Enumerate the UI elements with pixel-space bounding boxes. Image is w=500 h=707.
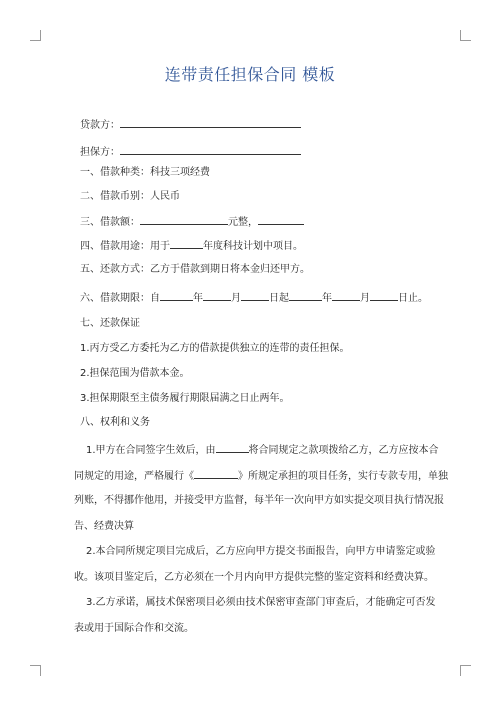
obligation-3-line-2: 表或用于国际合作和交流。 — [74, 623, 194, 634]
obligation-1-text-b: 将合同规定之款项拨给乙方，乙方应按本合 — [248, 445, 439, 456]
guarantor-line — [80, 144, 460, 160]
clause-term-label: 六、借款期限：自 — [80, 293, 160, 304]
crop-mark-bottom-left — [30, 665, 41, 676]
clause-loan-type-label: 一、借款种类： — [80, 167, 150, 178]
guarantee-item-2: 2.担保范围为借款本金。 — [80, 368, 190, 379]
obligation-item-1 — [74, 442, 458, 542]
obligation-item-2 — [74, 545, 458, 585]
obligation-3-line-1: 3.乙方承诺，属技术保密项目必须由技术保密审查部门审查后，才能确定可否发 — [86, 597, 436, 608]
term-start-day-blank[interactable] — [241, 290, 269, 301]
section-rights-obligations: 八、权利和义务 — [80, 417, 150, 428]
clause-amount-label: 三、借款额： — [80, 217, 140, 228]
clause-loan-type — [80, 166, 460, 180]
guarantee-item-3: 3.担保期限至主债务履行期限届满之日止两年。 — [80, 393, 290, 404]
obligation-1-line-2 — [74, 468, 448, 484]
guarantor-blank[interactable] — [120, 144, 301, 155]
amount-extra-blank[interactable] — [258, 214, 304, 225]
term-end-month-blank[interactable] — [332, 290, 360, 301]
disbursing-party-blank[interactable] — [216, 442, 249, 453]
clause-purpose-suffix: 年度科技计划中项目。 — [203, 241, 303, 252]
obligation-1-text-c: 同规定的用途，严格履行《 — [74, 471, 194, 482]
purpose-year-blank[interactable] — [170, 238, 203, 249]
obligation-2-line-1: 2.本合同所规定项目完成后，乙方应向甲方提交书面报告，向甲方申请鉴定或验 — [86, 546, 436, 557]
crop-mark-top-left — [30, 30, 41, 41]
clause-currency — [80, 190, 460, 204]
obligation-1-line-3: 列账，不得挪作他用，并接受甲方监督，每半年一次向甲方如实提交项目执行情况报 — [74, 495, 444, 506]
clause-loan-type-value: 科技三项经费 — [150, 167, 210, 178]
amount-blank[interactable] — [140, 214, 228, 225]
lender-line — [80, 117, 460, 133]
term-start-day-unit: 日起 — [269, 293, 289, 304]
clause-repayment: 五、还款方式：乙方于借款到期日将本金归还甲方。 — [80, 264, 310, 275]
obligation-1-line-4: 告、经费决算 — [74, 521, 134, 532]
term-start-year-unit: 年 — [193, 293, 203, 304]
lender-label: 贷款方： — [80, 120, 120, 131]
clause-currency-label: 二、借款币别： — [80, 191, 150, 202]
clause-amount — [80, 214, 460, 230]
obligation-2-line-2: 收。该项目鉴定后，乙方必须在一个月内向甲方提供完整的鉴定资料和经费决算。 — [74, 572, 434, 583]
term-start-month-unit: 月 — [231, 293, 241, 304]
term-end-day-unit: 日止。 — [398, 293, 428, 304]
term-end-month-unit: 月 — [360, 293, 370, 304]
term-start-month-blank[interactable] — [203, 290, 231, 301]
term-end-year-unit: 年 — [322, 293, 332, 304]
obligation-1-text-a: 1.甲方在合同签字生效后，由 — [86, 445, 216, 456]
clause-purpose — [80, 238, 460, 254]
obligation-item-3 — [74, 596, 458, 636]
obligation-1-line-1 — [86, 442, 439, 458]
clause-purpose-label: 四、借款用途：用于 — [80, 241, 170, 252]
document-title: 连带责任担保合同 模板 — [164, 65, 336, 84]
lender-blank[interactable] — [120, 117, 301, 128]
crop-mark-top-right — [460, 30, 471, 41]
obligation-1-text-d: 》所规定承担的项目任务，实行专款专用，单独 — [238, 471, 448, 482]
guarantor-label: 担保方： — [80, 147, 120, 158]
section-repayment-guarantee: 七、还款保证 — [80, 318, 140, 329]
crop-mark-bottom-right — [460, 665, 471, 676]
term-end-year-blank[interactable] — [289, 290, 322, 301]
contract-name-blank[interactable] — [194, 468, 238, 479]
clause-amount-unit: 元整， — [228, 217, 258, 228]
term-end-day-blank[interactable] — [370, 290, 398, 301]
term-start-year-blank[interactable] — [160, 290, 193, 301]
guarantee-item-1: 1.丙方受乙方委托为乙方的借款提供独立的连带的责任担保。 — [80, 343, 350, 354]
clause-currency-value: 人民币 — [150, 191, 180, 202]
clause-term — [80, 290, 460, 306]
